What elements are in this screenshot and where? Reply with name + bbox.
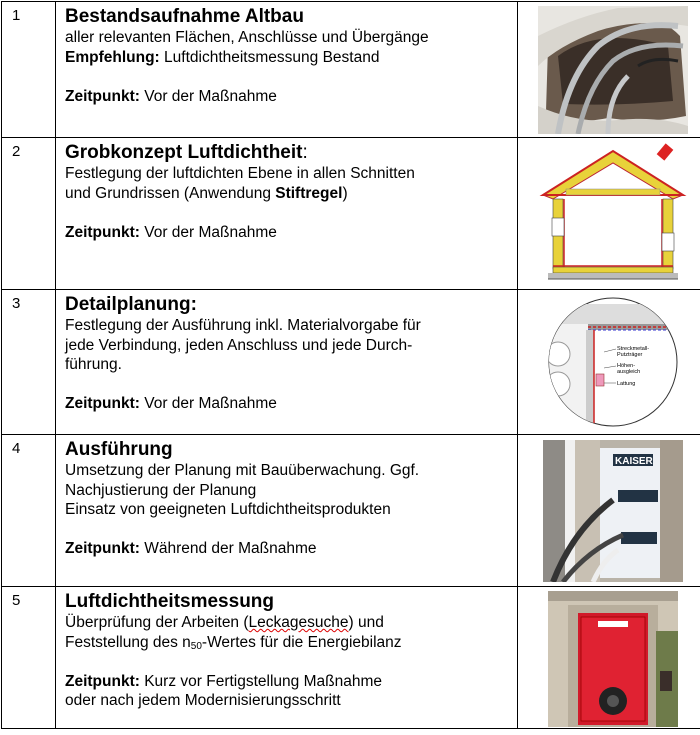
timing — [65, 87, 517, 107]
timing-text: Während der Maßnahme — [144, 540, 316, 557]
row-title: Detailplanung: — [65, 294, 517, 316]
row-description: und Grundrissen (Anwendung Stiftregel) — [65, 184, 517, 204]
row-number: 3 — [2, 290, 56, 435]
diagram-label: Putzträger — [617, 352, 643, 358]
timing-text: Vor der Maßnahme — [144, 88, 277, 105]
diagram-label: Lattung — [617, 381, 635, 387]
row-description: jede Verbindung, jeden Anschluss und jede Durch- — [65, 336, 517, 356]
recommendation-text: Luftdichtheitsmessung Bestand — [164, 49, 379, 66]
row-image-cell — [518, 2, 700, 138]
row-number: 4 — [2, 435, 56, 587]
row-description: Festlegung der luftdichten Ebene in allen Schnitten — [65, 164, 517, 184]
row-description: aller relevanten Flächen, Anschlüsse und Übergänge — [65, 28, 517, 48]
row-content — [56, 587, 518, 729]
row-title: Grobkonzept Luftdichtheit: — [65, 142, 517, 164]
row-description: Nachjustierung der Planung — [65, 481, 517, 501]
row-description: Feststellung des $n_{50}$-Wertes für die Energiebilanz — [65, 633, 517, 653]
row-description: Einsatz von geeigneten Luftdichtheitsprodukten — [65, 500, 517, 520]
timing — [65, 394, 517, 414]
diagram-label: ausgleich — [617, 369, 640, 375]
recommendation-label: Empfehlung: — [65, 49, 160, 66]
steps-table — [1, 1, 700, 729]
timing-text: Kurz vor Fertigstellung Maßnahme — [144, 673, 382, 690]
row-title: Luftdichtheitsmessung — [65, 591, 517, 613]
row-content — [56, 435, 518, 587]
timing — [65, 223, 517, 243]
brand-label: KAISER — [615, 456, 654, 467]
table-row — [2, 2, 700, 138]
row-description: Festlegung der Ausführung inkl. Materialvorgabe für — [65, 316, 517, 336]
timing-text: Vor der Maßnahme — [144, 224, 277, 241]
diagram-label: Streckmetall- — [617, 346, 649, 352]
row-description: Umsetzung der Planung mit Bauüberwachung. Ggf. — [65, 461, 517, 481]
wall-opening-photo — [538, 6, 688, 134]
row-content — [56, 290, 518, 435]
row-number: 1 — [2, 2, 56, 138]
row-image-cell — [518, 290, 700, 435]
row-description: Überprüfung der Arbeiten (Leckagesuche) und — [65, 613, 517, 633]
spellcheck-flagged-word: Leckagesuche — [249, 614, 349, 631]
row-content — [56, 138, 518, 290]
recommendation — [65, 48, 517, 68]
timing-label: Zeitpunkt: — [65, 88, 140, 105]
detail-diagram — [538, 294, 688, 430]
row-content — [56, 2, 518, 138]
row-number: 5 — [2, 587, 56, 729]
table-row — [2, 587, 700, 729]
installation-photo — [543, 440, 683, 582]
table-row — [2, 435, 700, 587]
row-image-cell — [518, 138, 700, 290]
timing — [65, 672, 517, 692]
row-number: 2 — [2, 138, 56, 290]
diagram-label: Höhen- — [617, 363, 635, 369]
timing-text: Vor der Maßnahme — [144, 395, 277, 412]
row-title: Ausführung — [65, 439, 517, 461]
table-row — [2, 138, 700, 290]
timing-label: Zeitpunkt: — [65, 224, 140, 241]
row-description: führung. — [65, 355, 517, 375]
timing-label: Zeitpunkt: — [65, 395, 140, 412]
table-row — [2, 290, 700, 435]
timing-continued: oder nach jedem Modernisierungsschritt — [65, 691, 517, 711]
row-title: Bestandsaufnahme Altbau — [65, 6, 517, 28]
blower-door-photo — [548, 591, 678, 727]
house-section-diagram — [538, 143, 688, 283]
timing — [65, 539, 517, 559]
row-image-cell — [518, 435, 700, 587]
row-image-cell — [518, 587, 700, 729]
timing-label: Zeitpunkt: — [65, 540, 140, 557]
timing-label: Zeitpunkt: — [65, 673, 140, 690]
